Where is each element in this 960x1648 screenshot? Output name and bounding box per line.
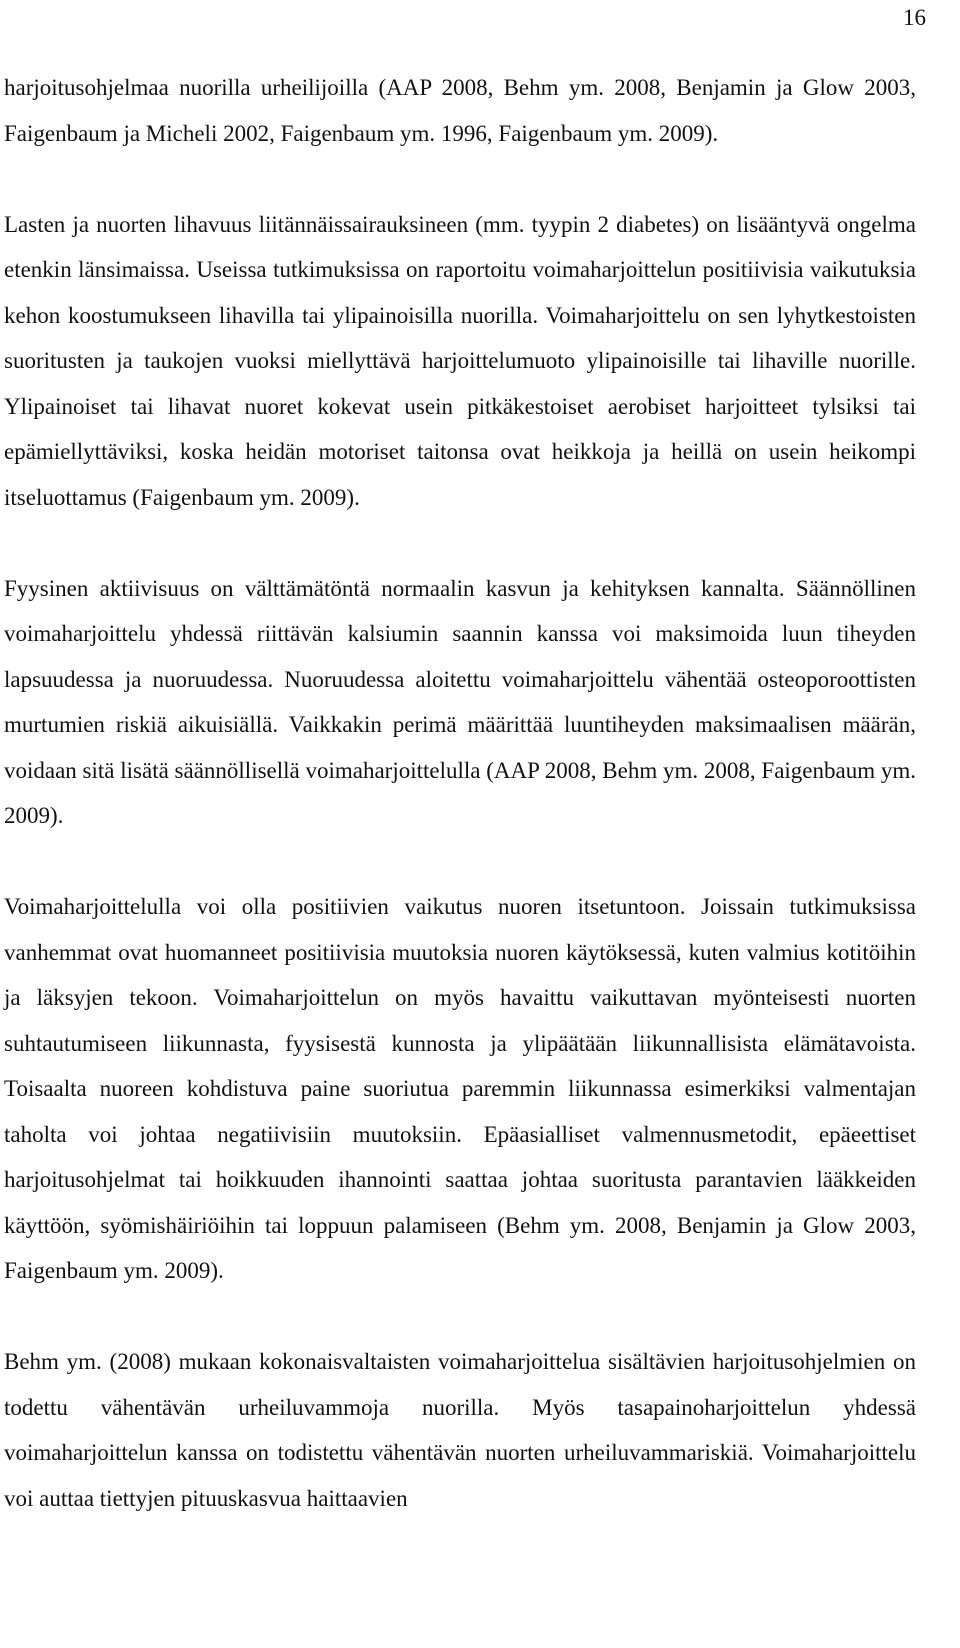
document-body <box>4 65 916 1521</box>
paragraph-bone-density: Fyysinen aktiivisuus on välttämätöntä normaalin kasvun ja kehityksen kannalta. Säännöllinen voimaharjoittelu yhdessä riittävän kalsiumin saannin kanssa voi maksimoida luun tiheyden lapsuudessa ja nuoruudessa. Nuoruudessa aloitettu voimaharjoittelu vähentää osteoporoottisten murtumien riskiä aikuisiällä. Vaikkakin perimä määrittää luuntiheyden maksimaalisen määrän, voidaan sitä lisätä säännöllisellä voimaharjoittelulla (AAP 2008, Behm ym. 2008, Faigenbaum ym. 2009). <box>4 575 916 828</box>
paragraph-injury-prevention: Behm ym. (2008) mukaan kokonaisvaltaisten voimaharjoittelua sisältävien harjoitusohjelmien on todettu vähentävän urheiluvammoja nuorilla. Myös tasapainoharjoittelun yhdessä voimaharjoittelun kanssa on todistettu vähentävän nuorten urheiluvammariskiä. Voimaharjoittelu voi auttaa tiettyjen pituuskasvua haittaavien <box>4 1349 916 1511</box>
page-number: 16 <box>903 5 926 30</box>
paragraph-self-esteem: Voimaharjoittelulla voi olla positiivien vaikutus nuoren itsetuntoon. Joissain tutkimuksissa vanhemmat ovat huomanneet positiivisia muutoksia nuoren käytöksessä, kuten valmius kotitöihin ja läksyjen tekoon. Voimaharjoittelun on myös havaittu vaikuttavan myönteisesti nuorten suhtautumiseen liikunnasta, fyysisestä kunnosta ja ylipäätään liikunnallisista elämätavoista. Toisaalta nuoreen kohdistuva paine suoriutua paremmin liikunnassa esimerkiksi valmentajan taholta voi johtaa negatiivisiin muutoksiin. Epäasialliset valmennusmetodit, epäeettiset harjoitusohjelmat tai hoikkuuden ihannointi saattaa johtaa suoritusta parantavien lääkkeiden käyttöön, syömishäiriöihin tai loppuun palamiseen (Behm ym. 2008, Benjamin ja Glow 2003, Faigenbaum ym. 2009). <box>4 894 916 1283</box>
paragraph-continuation: harjoitusohjelmaa nuorilla urheilijoilla (AAP 2008, Behm ym. 2008, Benjamin ja Glow 2003, Faigenbaum ja Micheli 2002, Faigenbaum ym. 1996, Faigenbaum ym. 2009). <box>4 75 916 146</box>
paragraph-obesity: Lasten ja nuorten lihavuus liitännäissairauksineen (mm. tyypin 2 diabetes) on lisääntyvä ongelma etenkin länsimaissa. Useissa tutkimuksissa on raportoitu voimaharjoittelun positiivisia vaikutuksia kehon koostumukseen lihavilla tai ylipainoisilla nuorilla. Voimaharjoittelu on sen lyhytkestoisten suoritusten ja taukojen vuoksi miellyttävä harjoittelumuoto ylipainoisille tai lihaville nuorille. Ylipainoiset tai lihavat nuoret kokevat usein pitkäkestoiset aerobiset harjoitteet tylsiksi tai epämiellyttäviksi, koska heidän motoriset taitonsa ovat heikkoja ja heillä on usein heikompi itseluottamus (Faigenbaum ym. 2009). <box>4 211 916 510</box>
